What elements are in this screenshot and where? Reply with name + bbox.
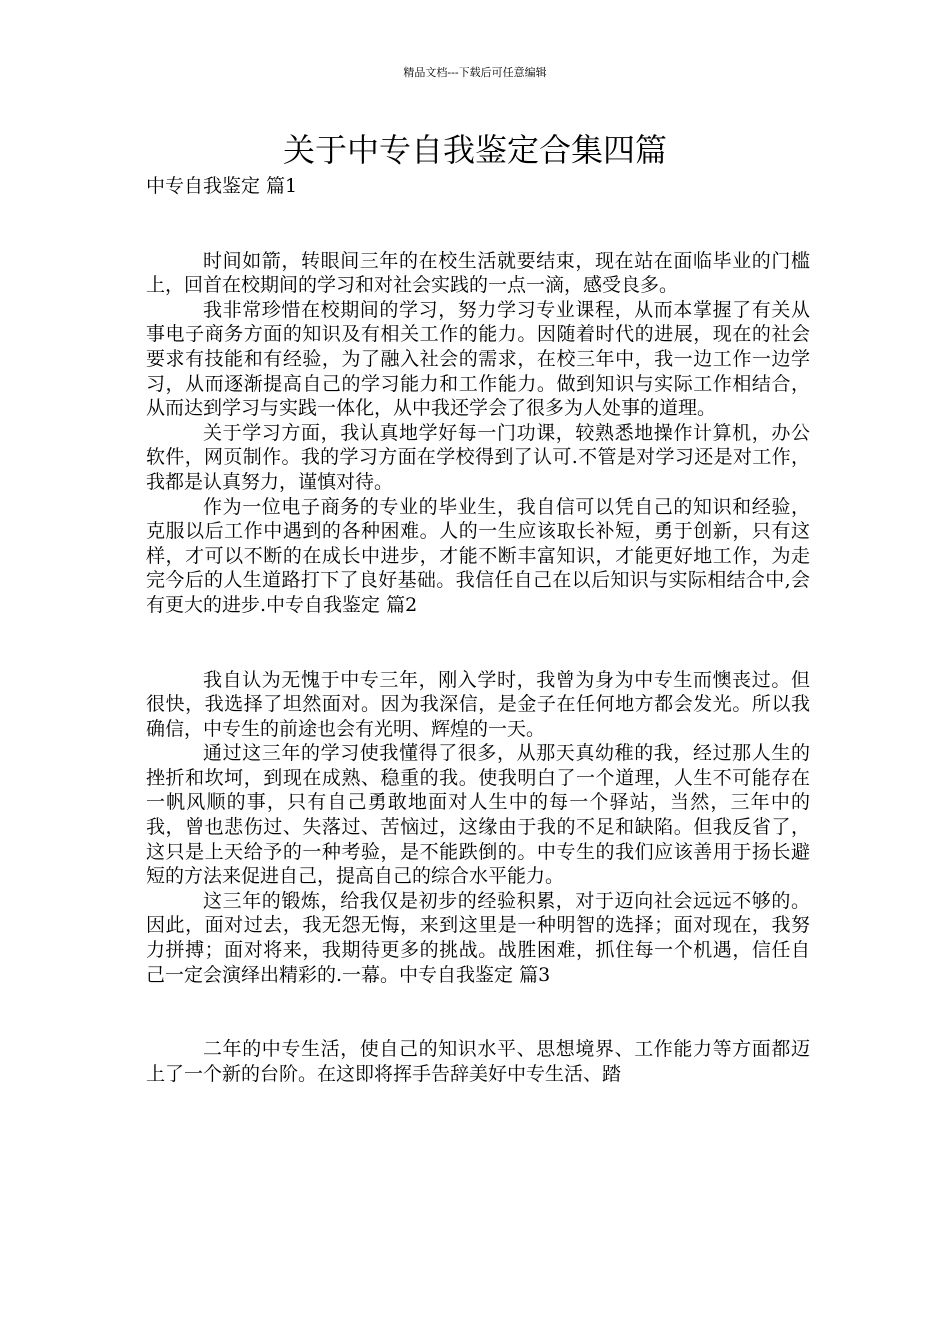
paragraph: 二年的中专生活，使自己的知识水平、思想境界、工作能力等方面都迈上了一个新的台阶。在这即将挥手告辞美好中专生活、踏 — [146, 1038, 810, 1085]
paragraph: 通过这三年的学习使我懂得了很多，从那天真幼稚的我，经过那人生的挫折和坎坷，到现在成熟、稳重的我。使我明白了一个道理，人生不可能存在一帆风顺的事，只有自己勇敢地面对人生中的每一个驿站，当然，三年中的我，曾也悲伤过、失落过、苦恼过，这缘由于我的不足和缺陷。但我反省了，这只是上天给予的一种考验，是不能跌倒的。中专生的我们应该善用于扬长避短的方法来促进自己，提高自己的综合水平能力。 — [146, 742, 810, 888]
paragraph: 我自认为无愧于中专三年，刚入学时，我曾为身为中专生而懊丧过。但很快，我选择了坦然面对。因为我深信，是金子在任何地方都会发光。所以我确信，中专生的前途也会有光明、辉煌的一天。 — [146, 668, 810, 740]
spacer — [146, 199, 810, 249]
page-header-note: 精品文档---下载后可任意编辑 — [403, 66, 547, 79]
document-body — [146, 174, 810, 1086]
paragraph: 我非常珍惜在校期间的学习，努力学习专业课程，从而本掌握了有关从事电子商务方面的知识及有相关工作的能力。因随着时代的进展，现在的社会要求有技能和有经验，为了融入社会的需求，在校三年中，我一边工作一边学习，从而逐渐提高自己的学习能力和工作能力。做到知识与实际工作相结合，从而达到学习与实践一体化，从中我还学会了很多为人处事的道理。 — [146, 298, 810, 420]
document-title: 关于中专自我鉴定合集四篇 — [282, 131, 667, 169]
spacer — [146, 618, 810, 668]
paragraph: 时间如箭，转眼间三年的在校生活就要结束，现在站在面临毕业的门槛上，回首在校期间的学习和对社会实践的一点一滴，感受良多。 — [146, 249, 810, 297]
paragraph: 这三年的锻炼，给我仅是初步的经验积累，对于迈向社会远远不够的。因此，面对过去，我无怨无悔，来到这里是一种明智的选择；面对现在，我努力拼搏；面对将来，我期待更多的挑战。战胜困难，抓住每一个机遇，信任自己一定会演绎出精彩的.一幕。中专自我鉴定 篇3 — [146, 889, 810, 986]
paragraph: 关于学习方面，我认真地学好每一门功课，较熟悉地操作计算机，办公软件，网页制作。我的学习方面在学校得到了认可.不管是对学习还是对工作，我都是认真努力，谨慎对待。 — [146, 421, 810, 493]
spacer — [146, 987, 810, 1037]
paragraph: 作为一位电子商务的专业的毕业生，我自信可以凭自己的知识和经验，克服以后工作中遇到的各种困难。人的一生应该取长补短，勇于创新，只有这样，才可以不断的在成长中进步，才能不断丰富知识，才能更好地工作，为走完今后的人生道路打下了良好基础。我信任自己在以后知识与实际相结合中,会有更大的进步.中专自我鉴定 篇2 — [146, 495, 810, 616]
section-heading: 中专自我鉴定 篇1 — [146, 175, 298, 197]
